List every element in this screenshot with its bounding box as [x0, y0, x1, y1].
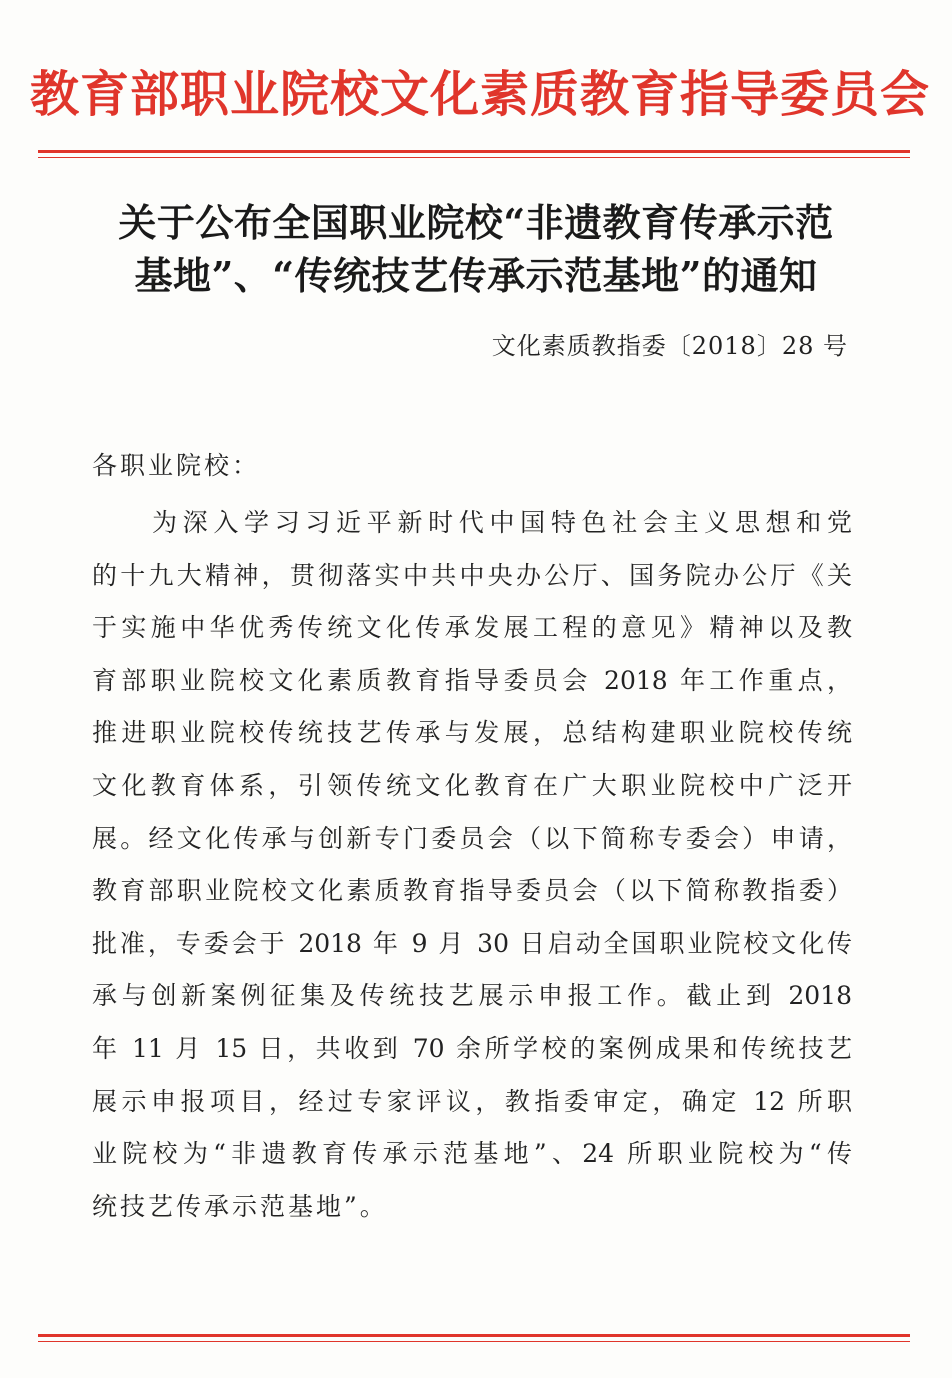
body-line: 展示申报项目，经过专家评议，教指委审定，确定 12 所职: [92, 1086, 852, 1116]
body-line: 文化教育体系，引领传统文化教育在广大职业院校中广泛开: [92, 770, 852, 800]
body-line: 育部职业院校文化素质教育指导委员会 2018 年工作重点，: [92, 665, 852, 695]
body-line: 教育部职业院校文化素质教育指导委员会（以下简称教指委）: [92, 876, 852, 906]
body-line: 展。经文化传承与创新专门委员会（以下简称专委会）申请，: [92, 823, 852, 853]
body-line: 批准，专委会于 2018 年 9 月 30 日启动全国职业院校文化传: [92, 928, 852, 958]
salutation: 各职业院校：: [92, 451, 261, 480]
body-line: 推进职业院校传统技艺传承与发展，总结构建职业院校传统: [92, 718, 852, 748]
footer-rule-thin: [38, 1341, 910, 1342]
body-line: 为深入学习习近平新时代中国特色社会主义思想和党: [152, 508, 852, 537]
body-line: 承与创新案例征集及传统技艺展示申报工作。截止到 2018: [92, 981, 852, 1011]
title-line-1: 关于公布全国职业院校“非遗教育传承示范: [118, 200, 834, 245]
body-line: 统技艺传承示范基地”。: [92, 1191, 388, 1221]
footer-rule-thick: [38, 1334, 910, 1337]
body-line: 业院校为“非遗教育传承示范基地”、24 所职业院校为“传: [92, 1139, 852, 1169]
header-rule-thick: [38, 150, 910, 153]
document-title: [60, 196, 892, 302]
body-line: 年 11 月 15 日，共收到 70 余所学校的案例成果和传统技艺: [92, 1033, 852, 1063]
document-number: 文化素质教指委〔2018〕28 号: [491, 332, 848, 360]
title-line-2: 基地”、“传统技艺传承示范基地”的通知: [134, 253, 818, 298]
header-rule-thin: [38, 157, 910, 158]
body-paragraph: [92, 497, 852, 1233]
body-line: 于实施中华优秀传统文化传承发展工程的意见》精神以及教: [92, 613, 852, 643]
org-letterhead: 教育部职业院校文化素质教育指导委员会: [30, 66, 931, 123]
body-line: 的十九大精神，贯彻落实中共中央办公厅、国务院办公厅《关: [92, 560, 852, 590]
